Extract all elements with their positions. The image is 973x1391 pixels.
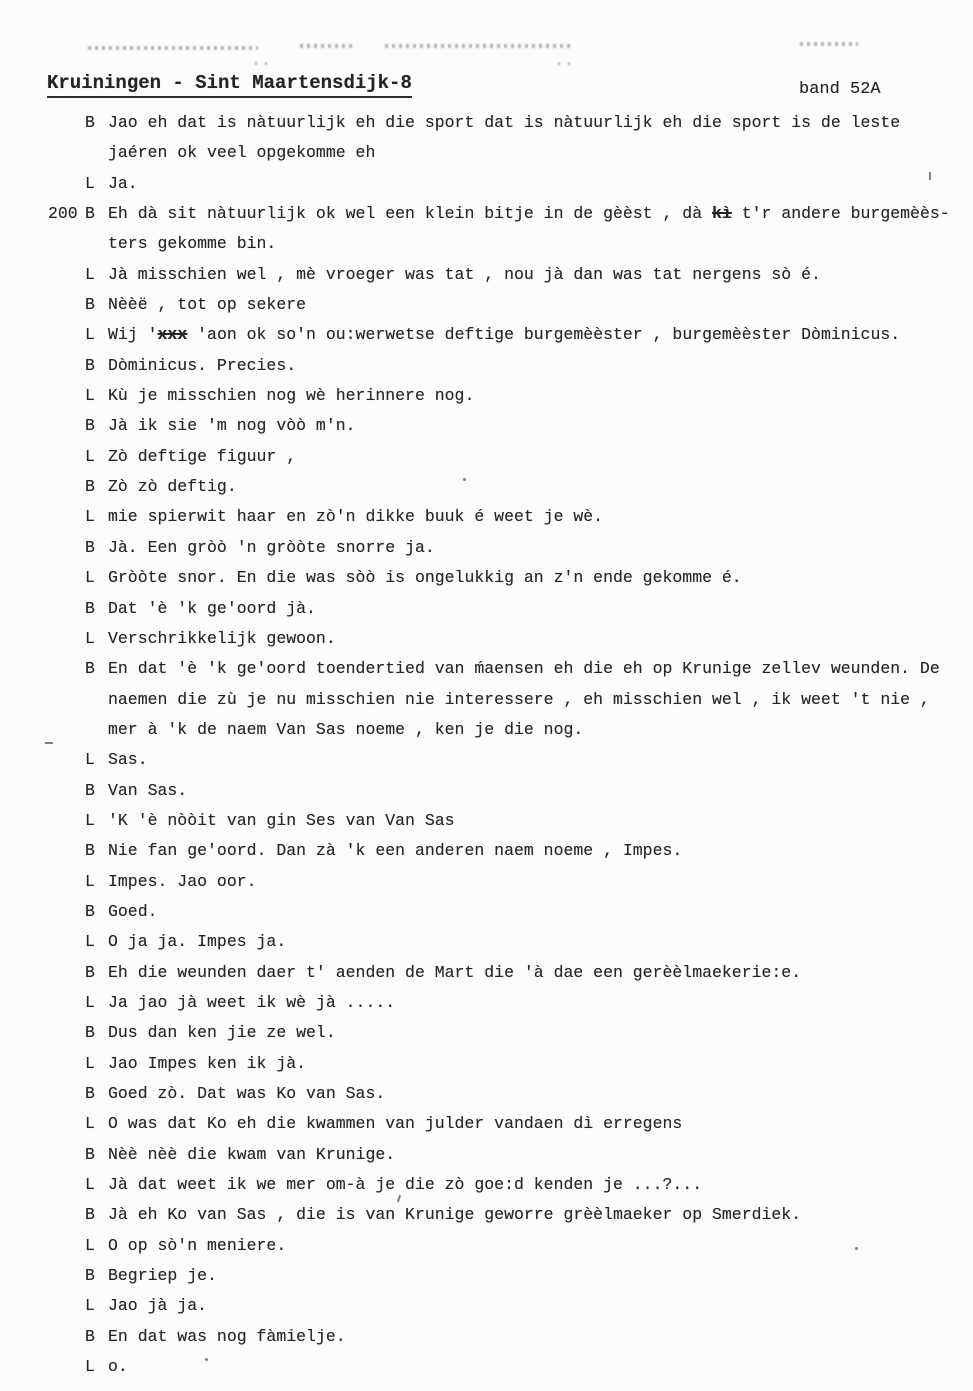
text-segment: mie spierwit haar en zò'n dikke buuk é weet je wè.	[108, 507, 604, 527]
scan-smudge	[88, 46, 258, 50]
transcript-line	[0, 871, 953, 901]
utterance-text	[108, 780, 953, 802]
utterance-text	[108, 719, 953, 741]
utterance-text	[108, 689, 953, 711]
text-segment: Nèè nèè die kwam van Krunige.	[108, 1144, 396, 1164]
text-segment: Nèèë , tot op sekere	[108, 295, 307, 315]
speaker-label: L	[85, 1175, 95, 1195]
transcript-line	[0, 446, 953, 476]
utterance-text	[108, 385, 953, 407]
text-segment: jaéren ok veel opgekomme eh	[108, 143, 376, 163]
transcript-line	[0, 931, 953, 961]
transcript-line	[0, 506, 953, 536]
speaker-label: B	[85, 113, 95, 132]
speaker-label: B	[85, 659, 95, 679]
text-segment: Nie fan ge'oord. Dan zà 'k een anderen naem noeme , Impes.	[108, 841, 683, 861]
utterance-text	[108, 931, 953, 953]
utterance-text	[108, 1053, 953, 1075]
utterance-text	[108, 1204, 953, 1226]
speaker-label: L	[85, 264, 95, 284]
text-segment: Van Sas.	[108, 780, 188, 800]
transcript-line	[0, 719, 953, 749]
utterance-text	[108, 749, 953, 771]
text-segment: Jà eh Ko van Sas , die is van Krunige geworre grèèlmaeker op Smerdiek.	[108, 1205, 802, 1225]
text-segment: Begriep je.	[108, 1266, 217, 1286]
transcript-line	[0, 385, 953, 415]
text-segment: mer à 'k de naem Van Sas noeme , ken je die nog.	[108, 719, 584, 739]
speaker-label: B	[85, 1023, 95, 1043]
transcript-line	[0, 112, 953, 142]
utterance-text	[108, 264, 953, 286]
utterance-text	[108, 1235, 953, 1257]
text-segment: En dat 'è 'k ge'oord toendertied van ḿaensen eh die eh op Krunige zellev weunden. De	[108, 659, 940, 679]
transcript-line	[0, 1295, 953, 1325]
transcript-line	[0, 962, 953, 992]
text-segment: Eh die weunden daer t' aenden de Mart die 'à dae een gerèèlmaekerie:e.	[108, 962, 802, 982]
transcript-line	[0, 294, 953, 324]
speaker-label: B	[85, 537, 95, 557]
utterance-text	[108, 294, 953, 316]
text-segment: Gròòte snor. En die was sòò is ongelukkig an z'n ende gekomme é.	[108, 568, 742, 588]
utterance-text	[108, 324, 953, 346]
transcript-line	[0, 1356, 953, 1386]
utterance-text	[108, 1113, 953, 1135]
speaker-label: L	[85, 871, 95, 891]
utterance-text	[108, 1265, 953, 1287]
line-number: 200	[48, 204, 78, 224]
speaker-label: B	[85, 841, 95, 861]
utterance-text	[108, 992, 953, 1014]
transcript-line	[0, 749, 953, 779]
speaker-label: B	[85, 1205, 95, 1225]
speaker-label: L	[85, 810, 95, 830]
transcript-line	[0, 1204, 953, 1234]
text-segment: Goed zò. Dat was Ko van Sas.	[108, 1084, 386, 1103]
text-segment: Jà dat weet ik we mer om-à je die zò goe:d kenden je ...?...	[108, 1175, 703, 1195]
speaker-label: L	[85, 1053, 95, 1073]
scan-smudge	[385, 44, 570, 48]
scan-smudge	[800, 42, 858, 46]
struck-out-text: kì	[712, 204, 732, 224]
text-segment: 'aon ok so'n ou:werwetse deftige burgemèèster , burgemèèster Dòminicus.	[187, 325, 901, 345]
text-segment: Zò zò deftig.	[108, 477, 237, 497]
utterance-text	[108, 901, 953, 923]
speaker-label: L	[85, 1296, 95, 1316]
text-segment: Dat 'è 'k ge'oord jà.	[108, 598, 316, 618]
transcript-line	[0, 1235, 953, 1265]
transcript-line	[0, 1265, 953, 1295]
text-segment: O op sò'n meniere.	[108, 1235, 287, 1255]
transcript-line	[0, 264, 953, 294]
text-segment: Goed.	[108, 901, 158, 921]
utterance-text	[108, 446, 953, 468]
transcript-lines	[0, 112, 953, 1386]
speaker-label: B	[85, 1084, 95, 1103]
transcript-line	[0, 992, 953, 1022]
utterance-text	[108, 1295, 953, 1317]
speaker-label: B	[85, 962, 95, 982]
text-segment: Kù je misschien nog wè herinnere nog.	[108, 386, 475, 406]
transcript-line	[0, 415, 953, 445]
utterance-text	[108, 537, 953, 559]
speaker-label: B	[85, 1326, 95, 1346]
speaker-label: B	[85, 1144, 95, 1164]
transcript-line	[0, 1326, 953, 1356]
transcript-line	[0, 1144, 953, 1174]
speaker-label: L	[85, 1114, 95, 1134]
scan-smudge	[255, 62, 271, 65]
page-title: Kruiningen - Sint Maartensdijk-8	[47, 72, 412, 98]
utterance-text	[108, 658, 953, 680]
speaker-label: L	[85, 750, 95, 770]
text-segment: Wij '	[108, 325, 158, 345]
text-segment: Dòminicus. Precies.	[108, 355, 297, 375]
text-segment: Jao jà ja.	[108, 1296, 208, 1316]
transcript-line	[0, 689, 953, 719]
speaker-label: B	[85, 901, 95, 921]
speaker-label: L	[85, 446, 95, 466]
speaker-label: L	[85, 628, 95, 648]
transcript-line	[0, 476, 953, 506]
speaker-label: L	[85, 1357, 95, 1377]
transcript-line	[0, 203, 953, 233]
speaker-label: B	[85, 598, 95, 618]
speaker-label: B	[85, 355, 95, 375]
transcript-line	[0, 1083, 953, 1113]
utterance-text	[108, 142, 953, 164]
speaker-label: B	[85, 1266, 95, 1286]
transcript-line	[0, 1053, 953, 1083]
text-segment: Zò deftige figuur ,	[108, 446, 297, 466]
speaker-label: L	[85, 932, 95, 952]
speaker-label: L	[85, 325, 95, 345]
utterance-text	[108, 1022, 953, 1044]
utterance-text	[108, 1174, 953, 1196]
speaker-label: L	[85, 568, 95, 588]
transcript-line	[0, 598, 953, 628]
utterance-text	[108, 840, 953, 862]
utterance-text	[108, 506, 953, 528]
utterance-text	[108, 871, 953, 893]
text-segment: Jao Impes ken ik jà.	[108, 1053, 307, 1073]
utterance-text	[108, 810, 953, 832]
utterance-text	[108, 476, 953, 498]
utterance-text	[108, 962, 953, 984]
speaker-label: B	[85, 204, 95, 224]
speaker-label: L	[85, 1235, 95, 1255]
utterance-text	[108, 1083, 953, 1105]
text-segment: Verschrikkelijk gewoon.	[108, 628, 336, 648]
transcript-line	[0, 901, 953, 931]
text-segment: Ja jao jà weet ik wè jà .....	[108, 992, 396, 1012]
text-segment: Dus dan ken jie ze wel.	[108, 1023, 336, 1043]
scan-smudge	[558, 62, 572, 65]
scan-smudge	[300, 44, 355, 48]
speaker-label: B	[85, 416, 95, 436]
text-segment: O was dat Ko eh die kwammen van julder vandaen dì erregens	[108, 1114, 683, 1134]
speaker-label: B	[85, 477, 95, 497]
speaker-label: L	[85, 386, 95, 406]
utterance-text	[108, 567, 953, 589]
utterance-text	[108, 112, 953, 134]
text-segment: 'K 'è nòòit van gin Ses van Van Sas	[108, 810, 455, 830]
speaker-label: L	[85, 507, 95, 527]
utterance-text	[108, 1144, 953, 1166]
transcript-line	[0, 780, 953, 810]
text-segment: naemen die zù je nu misschien nie interessere , eh misschien wel , ik weet 't nie ,	[108, 689, 930, 709]
utterance-text	[108, 233, 953, 255]
speaker-label: B	[85, 295, 95, 315]
transcript-line	[0, 537, 953, 567]
text-segment: Sas.	[108, 750, 148, 770]
text-segment: Jao eh dat is nàtuurlijk eh die sport dat is nàtuurlijk eh die sport is de leste	[108, 113, 901, 132]
text-segment: ters gekomme bin.	[108, 234, 277, 254]
transcript-line	[0, 173, 953, 203]
text-segment: O ja ja. Impes ja.	[108, 932, 287, 952]
text-segment: En dat was nog fàmielje.	[108, 1326, 346, 1346]
text-segment: Impes. Jao oor.	[108, 871, 257, 891]
utterance-text	[108, 173, 953, 195]
transcript-line	[0, 567, 953, 597]
text-segment: Jà misschien wel , mè vroeger was tat , nou jà dan was tat nergens sò é.	[108, 264, 821, 284]
transcript-line	[0, 233, 953, 263]
transcript-line	[0, 1113, 953, 1143]
text-segment: Ja.	[108, 173, 138, 193]
utterance-text	[108, 1356, 953, 1378]
transcript-line	[0, 840, 953, 870]
text-segment: Jà. Een gròò 'n gròòte snorre ja.	[108, 537, 435, 557]
utterance-text	[108, 1326, 953, 1348]
text-segment: t'r andere burgemèès-	[731, 204, 950, 224]
transcript-line	[0, 658, 953, 688]
utterance-text	[108, 598, 953, 620]
utterance-text	[108, 203, 953, 225]
transcript-line	[0, 355, 953, 385]
utterance-text	[108, 628, 953, 650]
transcript-line	[0, 810, 953, 840]
transcript-line	[0, 628, 953, 658]
speaker-label: B	[85, 780, 95, 800]
text-segment: Jà ik sie 'm nog vòò m'n.	[108, 416, 356, 436]
speaker-label: L	[85, 992, 95, 1012]
utterance-text	[108, 355, 953, 377]
transcript-line	[0, 324, 953, 354]
utterance-text	[108, 415, 953, 437]
struck-out-text: xxx	[157, 325, 188, 345]
transcript-line	[0, 142, 953, 172]
band-label: band 52A	[799, 80, 881, 99]
text-segment: Eh dà sit nàtuurlijk ok wel een klein bitje in de gèèst , dà	[108, 204, 712, 224]
text-segment: o.	[108, 1357, 128, 1377]
transcript-line	[0, 1174, 953, 1204]
speaker-label: L	[85, 173, 95, 193]
transcript-line	[0, 1022, 953, 1052]
